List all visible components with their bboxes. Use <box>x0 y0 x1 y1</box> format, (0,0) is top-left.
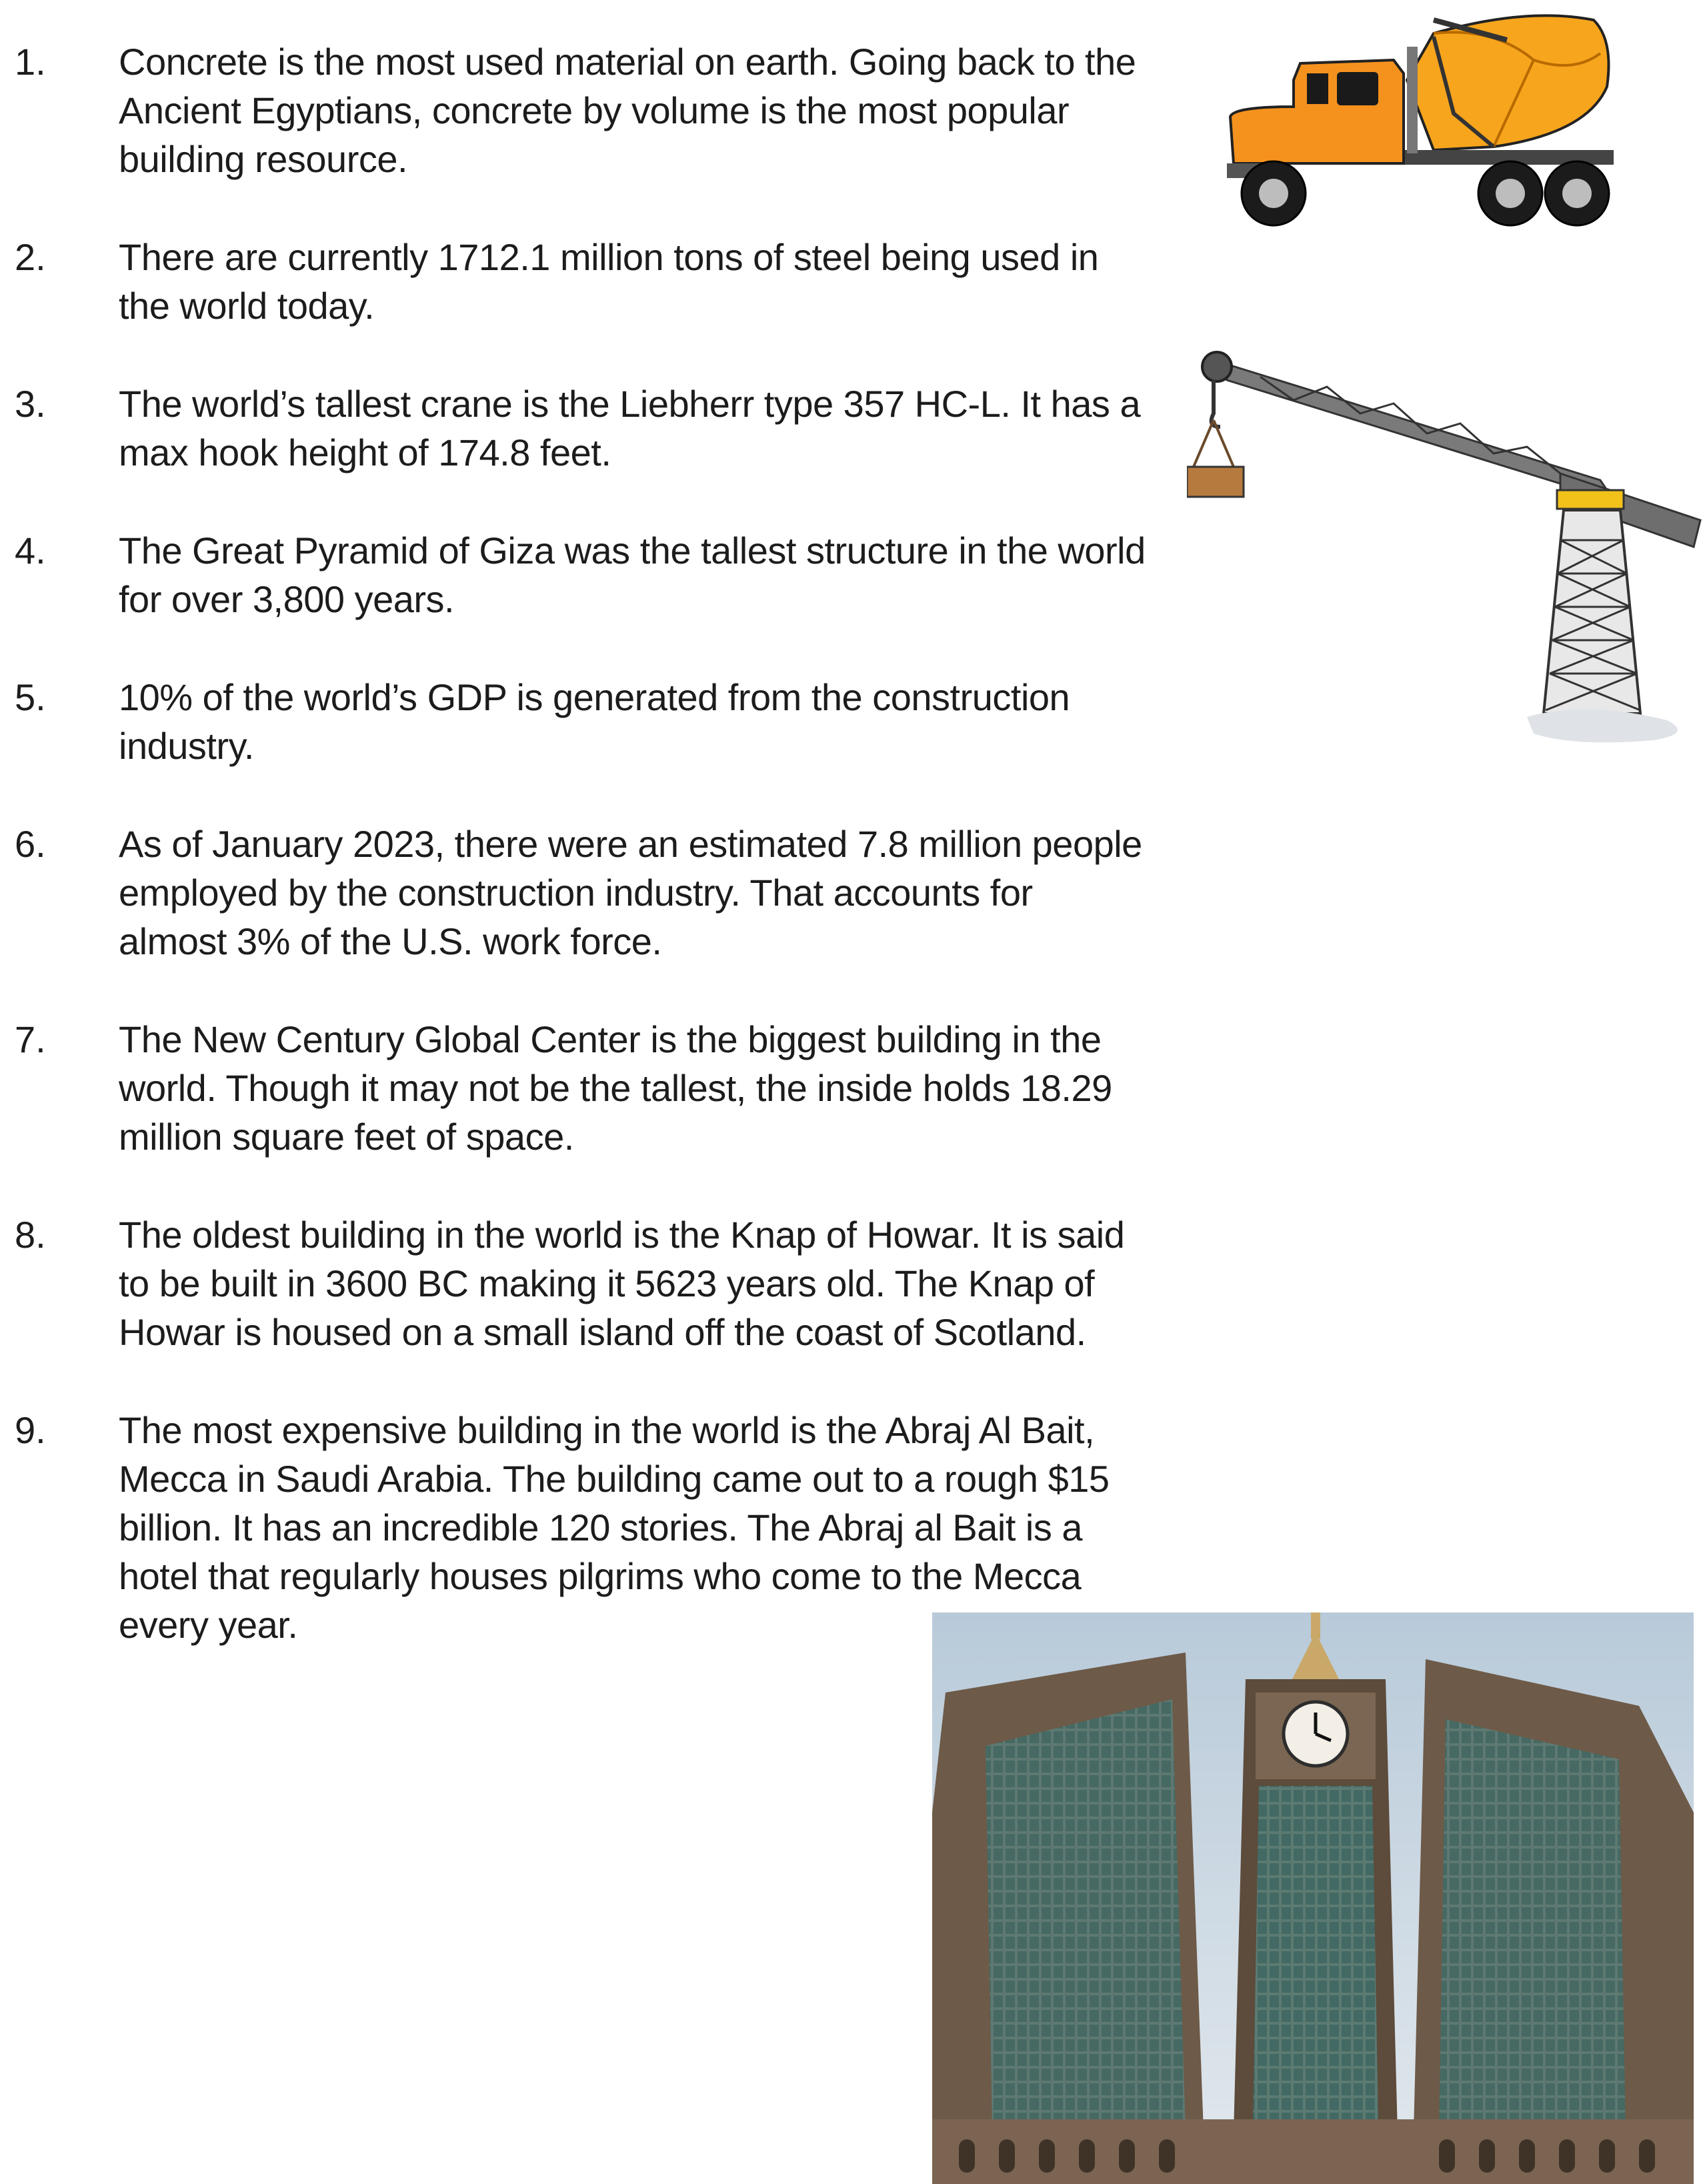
fact-number: 3. <box>15 383 46 425</box>
fact-text: There are currently 1712.1 million tons of steel being used in the world today. <box>119 236 1099 327</box>
fact-number: 4. <box>15 529 46 572</box>
tower-crane-icon <box>1187 340 1707 754</box>
fact-text: The world’s tallest crane is the Liebherr type 357 HC-L. It has a max hook height of 174.8 feet. <box>119 383 1141 473</box>
fact-number: 2. <box>15 236 46 278</box>
fact-number: 9. <box>15 1409 46 1451</box>
fact-text: The Great Pyramid of Giza was the tallest structure in the world for over 3,800 years. <box>119 529 1146 620</box>
fact-text: 10% of the world’s GDP is generated from the construction industry. <box>119 676 1070 767</box>
abraj-al-bait-photo <box>932 1612 1694 2184</box>
fact-number: 7. <box>15 1018 46 1060</box>
fact-number: 8. <box>15 1214 46 1256</box>
fact-number: 6. <box>15 823 46 865</box>
fact-text: The New Century Global Center is the biggest building in the world. Though it may not be the tallest, the inside holds 18.29 million square feet of space. <box>119 1018 1112 1158</box>
fact-number: 1. <box>15 41 46 83</box>
fact-text: The oldest building in the world is the Knap of Howar. It is said to be built in 3600 BC making it 5623 years old. The Knap of Howar is housed on a small island off the coast of Scotland. <box>119 1214 1125 1353</box>
fact-text: As of January 2023, there were an estimated 7.8 million people employed by the construction industry. That accounts for almost 3% of the U.S. work force. <box>119 823 1142 962</box>
cement-mixer-truck-icon <box>1214 0 1627 233</box>
fact-text: The most expensive building in the world is the Abraj Al Bait, Mecca in Saudi Arabia. The building came out to a rough $15 billion. It has an incredible 120 stories. The Abraj al Bait is a hotel that regularly houses pilgrims who come to the Mecca every year. <box>119 1409 1110 1646</box>
fact-number: 5. <box>15 676 46 718</box>
fact-text: Concrete is the most used material on earth. Going back to the Ancient Egyptians, concrete by volume is the most popular building resource. <box>119 41 1136 180</box>
